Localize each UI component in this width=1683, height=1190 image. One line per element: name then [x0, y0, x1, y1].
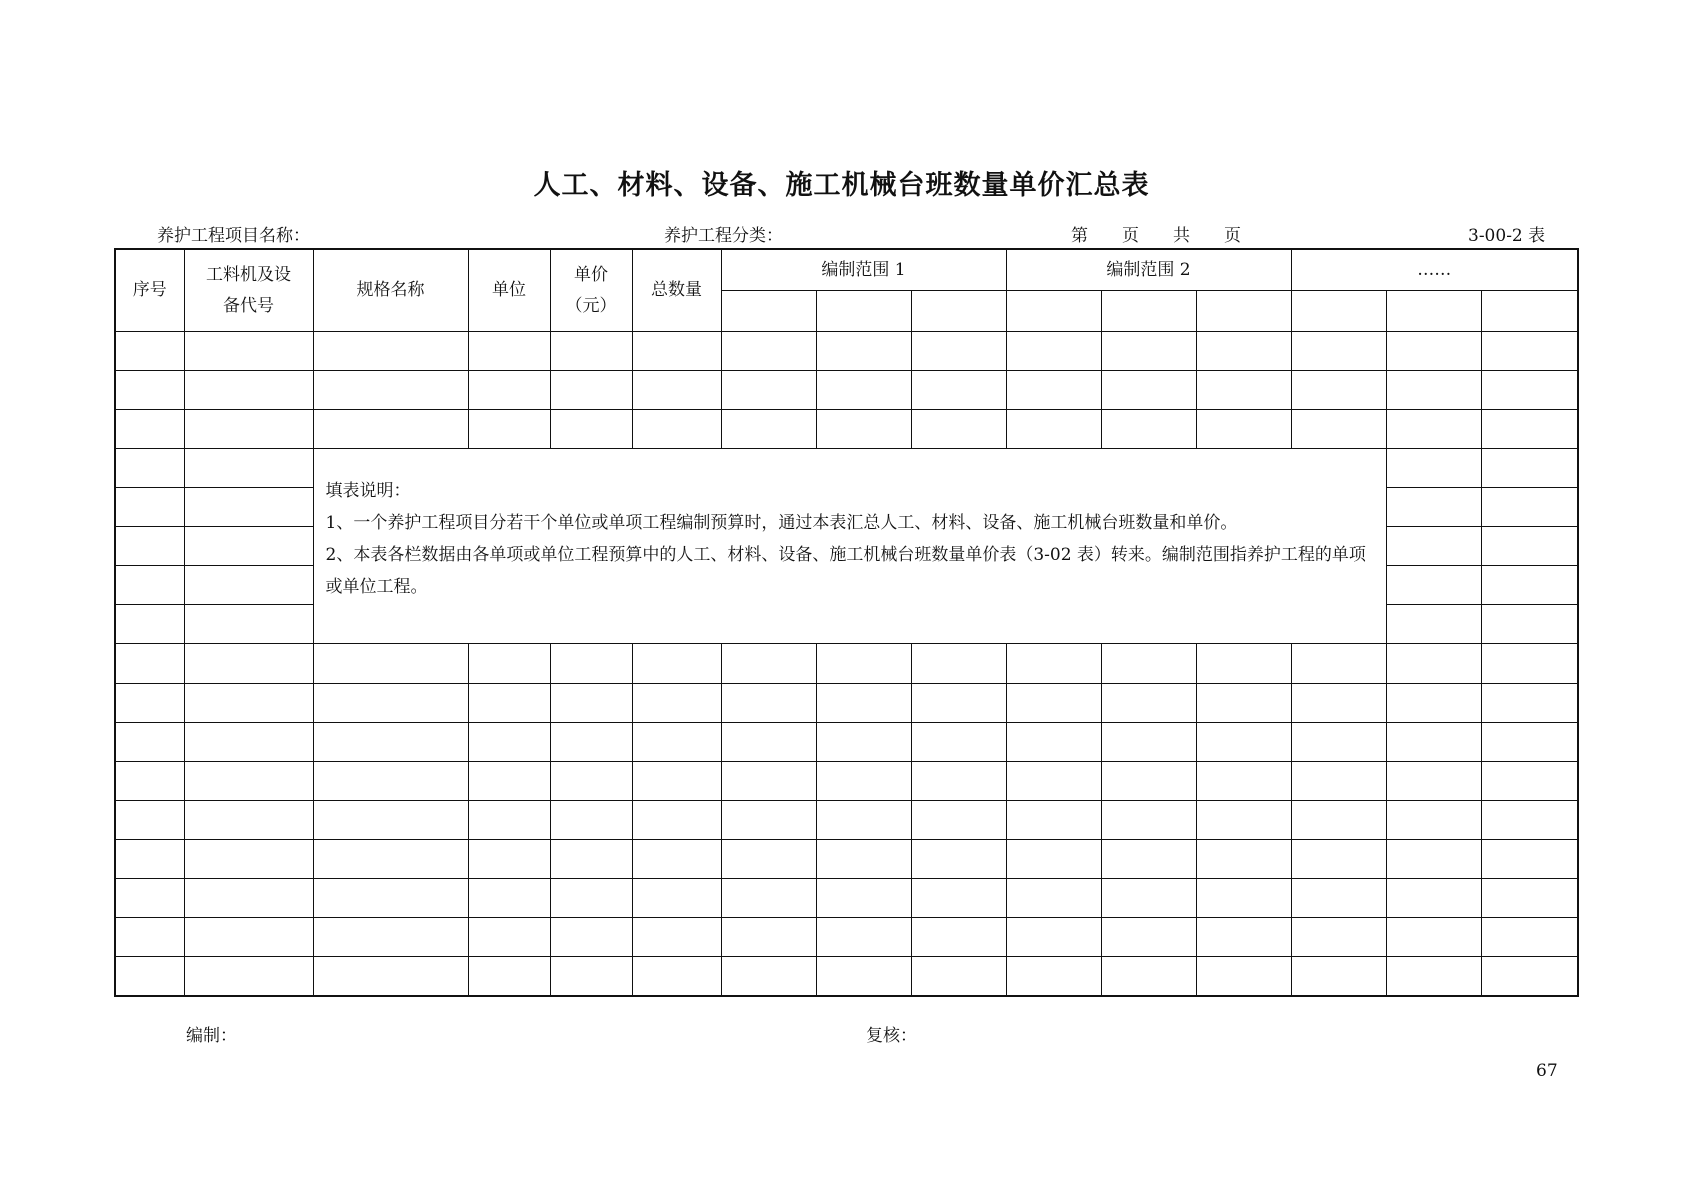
table-cell[interactable]	[1481, 878, 1578, 917]
header-range-more: ……	[1291, 249, 1578, 291]
table-cell[interactable]	[184, 644, 313, 683]
header-seq: 序号	[115, 249, 184, 332]
table-cell[interactable]	[911, 917, 1006, 956]
instructions-block	[313, 449, 1386, 644]
table-cell[interactable]	[816, 917, 911, 956]
table-cell[interactable]	[115, 605, 184, 644]
page-counter	[1071, 221, 1241, 246]
header-spec: 规格名称	[313, 249, 468, 332]
table-cell[interactable]	[1291, 644, 1386, 683]
table-cell[interactable]	[632, 956, 721, 996]
table-cell[interactable]	[721, 761, 816, 800]
table-cell[interactable]	[816, 722, 911, 761]
table-row	[115, 761, 1578, 800]
table-cell[interactable]	[550, 332, 632, 371]
table-cell[interactable]	[184, 605, 313, 644]
table-cell[interactable]	[816, 878, 911, 917]
table-cell[interactable]	[313, 917, 468, 956]
table-cell[interactable]	[632, 371, 721, 410]
table-cell[interactable]	[1101, 332, 1196, 371]
table-cell[interactable]	[1481, 800, 1578, 839]
table-cell[interactable]	[184, 722, 313, 761]
table-row	[115, 332, 1578, 371]
table-cell[interactable]	[550, 371, 632, 410]
table-cell[interactable]	[721, 644, 816, 683]
table-row	[115, 371, 1578, 410]
table-cell[interactable]	[816, 371, 911, 410]
page-number: 67	[1536, 1061, 1558, 1081]
table-cell[interactable]	[1006, 722, 1101, 761]
table-cell[interactable]	[1196, 956, 1291, 996]
table-cell[interactable]	[1386, 527, 1481, 566]
table-cell[interactable]	[816, 683, 911, 722]
table-cell[interactable]	[1386, 917, 1481, 956]
table-cell[interactable]	[313, 839, 468, 878]
table-cell[interactable]	[1196, 839, 1291, 878]
page-label-di: 第	[1071, 226, 1088, 246]
table-cell[interactable]	[468, 761, 550, 800]
table-cell[interactable]	[115, 917, 184, 956]
range1-sub-col	[721, 291, 816, 332]
table-cell[interactable]	[468, 917, 550, 956]
table-row	[115, 644, 1578, 683]
reviewed-by-label: 复核：	[866, 1026, 917, 1046]
header-price-line2: （元）	[565, 295, 617, 316]
table-cell[interactable]	[184, 527, 313, 566]
table-cell[interactable]	[313, 722, 468, 761]
header-total-qty: 总数量	[632, 249, 721, 332]
table-cell[interactable]	[1481, 839, 1578, 878]
table-cell[interactable]	[1386, 644, 1481, 683]
table-cell[interactable]	[1006, 800, 1101, 839]
table-cell[interactable]	[115, 956, 184, 996]
table-cell[interactable]	[816, 956, 911, 996]
table-cell[interactable]	[115, 800, 184, 839]
table-cell[interactable]	[632, 917, 721, 956]
table-cell[interactable]	[1006, 410, 1101, 449]
table-cell[interactable]	[184, 371, 313, 410]
table-cell[interactable]	[1481, 332, 1578, 371]
table-cell[interactable]	[1386, 800, 1481, 839]
table-cell[interactable]	[313, 332, 468, 371]
table-cell[interactable]	[550, 956, 632, 996]
table-cell[interactable]	[115, 683, 184, 722]
table-cell[interactable]	[632, 878, 721, 917]
header-unit: 单位	[468, 249, 550, 332]
table-cell[interactable]	[1481, 956, 1578, 996]
table-cell[interactable]	[313, 644, 468, 683]
table-cell[interactable]	[1481, 917, 1578, 956]
table-cell[interactable]	[550, 800, 632, 839]
table-cell[interactable]	[1196, 761, 1291, 800]
table-cell[interactable]	[816, 839, 911, 878]
table-cell[interactable]	[1386, 371, 1481, 410]
table-cell[interactable]	[184, 956, 313, 996]
range2-sub-col	[1006, 291, 1101, 332]
table-cell[interactable]	[1006, 761, 1101, 800]
table-cell[interactable]	[1386, 761, 1481, 800]
table-cell[interactable]	[313, 683, 468, 722]
header-code-line2: 备代号	[223, 295, 274, 316]
table-cell[interactable]	[468, 332, 550, 371]
range1-sub-col	[911, 291, 1006, 332]
table-cell[interactable]	[1481, 527, 1578, 566]
table-cell[interactable]	[1481, 566, 1578, 605]
range-more-sub-col	[1481, 291, 1578, 332]
table-cell[interactable]	[115, 449, 184, 488]
table-cell[interactable]	[816, 644, 911, 683]
table-cell[interactable]	[721, 800, 816, 839]
header-range-1: 编制范围 1	[721, 249, 1006, 291]
table-cell[interactable]	[721, 410, 816, 449]
table-cell[interactable]	[1291, 839, 1386, 878]
table-cell[interactable]	[1196, 722, 1291, 761]
table-cell[interactable]	[1101, 644, 1196, 683]
table-cell[interactable]	[911, 761, 1006, 800]
category-label: 养护工程分类：	[664, 226, 783, 246]
table-cell[interactable]	[1196, 683, 1291, 722]
table-cell[interactable]	[911, 722, 1006, 761]
table-cell[interactable]	[184, 683, 313, 722]
table-cell[interactable]	[1291, 800, 1386, 839]
table-cell[interactable]	[1481, 449, 1578, 488]
header-code	[184, 249, 313, 332]
table-cell[interactable]	[911, 332, 1006, 371]
table-cell[interactable]	[1481, 722, 1578, 761]
table-cell[interactable]	[816, 332, 911, 371]
table-code: 3-00-2 表	[1468, 226, 1546, 246]
page-label-ye: 页	[1122, 226, 1139, 246]
table-cell[interactable]	[1291, 410, 1386, 449]
table-cell[interactable]	[1101, 722, 1196, 761]
table-cell[interactable]	[1386, 839, 1481, 878]
table-cell[interactable]	[115, 644, 184, 683]
table-cell[interactable]	[632, 800, 721, 839]
page-label-ye2: 页	[1224, 226, 1241, 246]
table-cell[interactable]	[632, 722, 721, 761]
table-cell[interactable]	[816, 410, 911, 449]
table-cell[interactable]	[911, 410, 1006, 449]
table-cell[interactable]	[1006, 878, 1101, 917]
table-cell[interactable]	[184, 800, 313, 839]
project-name-label: 养护工程项目名称：	[157, 226, 310, 246]
table-cell[interactable]	[550, 683, 632, 722]
table-cell[interactable]	[184, 449, 313, 488]
summary-table	[114, 248, 1579, 997]
table-cell[interactable]	[1006, 839, 1101, 878]
table-cell[interactable]	[911, 683, 1006, 722]
table-cell[interactable]	[1386, 878, 1481, 917]
table-cell[interactable]	[1006, 332, 1101, 371]
table-cell[interactable]	[1291, 722, 1386, 761]
table-cell[interactable]	[184, 878, 313, 917]
header-price	[550, 249, 632, 332]
header-code-line1: 工料机及设	[206, 264, 291, 285]
table-cell[interactable]	[468, 683, 550, 722]
table-cell[interactable]	[1386, 566, 1481, 605]
table-cell[interactable]	[313, 410, 468, 449]
table-cell[interactable]	[550, 644, 632, 683]
table-cell[interactable]	[1481, 644, 1578, 683]
table-cell[interactable]	[721, 878, 816, 917]
table-cell[interactable]	[313, 761, 468, 800]
range2-sub-col	[1196, 291, 1291, 332]
table-cell[interactable]	[1006, 683, 1101, 722]
table-cell[interactable]	[1196, 800, 1291, 839]
table-cell[interactable]	[1386, 410, 1481, 449]
table-cell[interactable]	[550, 761, 632, 800]
table-row	[115, 956, 1578, 996]
table-cell[interactable]	[1101, 956, 1196, 996]
table-cell[interactable]	[115, 410, 184, 449]
table-cell[interactable]	[1101, 878, 1196, 917]
table-cell[interactable]	[1291, 332, 1386, 371]
table-cell[interactable]	[1101, 800, 1196, 839]
table-cell[interactable]	[1006, 917, 1101, 956]
table-cell[interactable]	[1196, 917, 1291, 956]
table-cell[interactable]	[721, 683, 816, 722]
table-cell[interactable]	[468, 644, 550, 683]
table-cell[interactable]	[632, 410, 721, 449]
range2-sub-col	[1101, 291, 1196, 332]
table-cell[interactable]	[1291, 956, 1386, 996]
table-cell[interactable]	[115, 839, 184, 878]
table-cell[interactable]	[816, 800, 911, 839]
table-cell[interactable]	[1481, 410, 1578, 449]
table-cell[interactable]	[1291, 683, 1386, 722]
table-cell[interactable]	[1386, 722, 1481, 761]
table-cell[interactable]	[550, 917, 632, 956]
table-cell[interactable]	[468, 800, 550, 839]
table-cell[interactable]	[1101, 839, 1196, 878]
table-cell[interactable]	[1291, 761, 1386, 800]
table-cell[interactable]	[1006, 644, 1101, 683]
table-row	[115, 800, 1578, 839]
table-cell[interactable]	[1196, 410, 1291, 449]
table-cell[interactable]	[1101, 371, 1196, 410]
table-cell[interactable]	[816, 761, 911, 800]
table-cell[interactable]	[1101, 683, 1196, 722]
instructions-item-2: 2、本表各栏数据由各单项或单位工程预算中的人工、材料、设备、施工机械台班数量单价表（3-02 表）转来。编制范围指养护工程的单项或单位工程。	[325, 545, 1366, 598]
table-cell[interactable]	[550, 410, 632, 449]
header-row-1	[115, 249, 1578, 291]
table-row	[115, 917, 1578, 956]
table-cell[interactable]	[184, 332, 313, 371]
table-cell[interactable]	[1481, 683, 1578, 722]
table-cell[interactable]	[1386, 449, 1481, 488]
table-cell[interactable]	[911, 371, 1006, 410]
table-cell[interactable]	[115, 527, 184, 566]
header-price-line1: 单价	[574, 264, 608, 285]
table-cell[interactable]	[184, 839, 313, 878]
table-cell[interactable]	[115, 332, 184, 371]
table-cell[interactable]	[721, 332, 816, 371]
table-cell[interactable]	[632, 644, 721, 683]
table-cell[interactable]	[632, 839, 721, 878]
table-cell[interactable]	[1291, 371, 1386, 410]
table-row	[115, 722, 1578, 761]
table-row	[115, 410, 1578, 449]
table-cell[interactable]	[550, 839, 632, 878]
table-cell[interactable]	[313, 371, 468, 410]
table-cell[interactable]	[468, 839, 550, 878]
table-cell[interactable]	[184, 566, 313, 605]
table-cell[interactable]	[1291, 917, 1386, 956]
table-cell[interactable]	[313, 800, 468, 839]
table-cell[interactable]	[1481, 761, 1578, 800]
table-cell[interactable]	[1006, 371, 1101, 410]
table-cell[interactable]	[313, 878, 468, 917]
table-cell[interactable]	[1196, 332, 1291, 371]
table-cell[interactable]	[1481, 371, 1578, 410]
table-cell[interactable]	[468, 410, 550, 449]
table-cell[interactable]	[721, 917, 816, 956]
table-cell[interactable]	[721, 839, 816, 878]
table-cell[interactable]	[184, 488, 313, 527]
range-more-sub-col	[1386, 291, 1481, 332]
table-cell[interactable]	[1481, 605, 1578, 644]
table-cell[interactable]	[550, 722, 632, 761]
table-cell[interactable]	[1101, 410, 1196, 449]
table-row	[115, 449, 1578, 488]
table-cell[interactable]	[468, 956, 550, 996]
table-cell[interactable]	[1481, 488, 1578, 527]
table-cell[interactable]	[468, 371, 550, 410]
table-cell[interactable]	[911, 878, 1006, 917]
table-cell[interactable]	[550, 878, 632, 917]
table-cell[interactable]	[911, 839, 1006, 878]
header-range-2: 编制范围 2	[1006, 249, 1291, 291]
prepared-by-label: 编制：	[186, 1026, 237, 1046]
table-cell[interactable]	[115, 878, 184, 917]
table-cell[interactable]	[1101, 761, 1196, 800]
table-cell[interactable]	[184, 917, 313, 956]
table-row	[115, 683, 1578, 722]
table-cell[interactable]	[1386, 488, 1481, 527]
table-cell[interactable]	[721, 722, 816, 761]
table-cell[interactable]	[1386, 683, 1481, 722]
table-cell[interactable]	[1386, 605, 1481, 644]
table-cell[interactable]	[911, 956, 1006, 996]
table-cell[interactable]	[313, 956, 468, 996]
table-cell[interactable]	[115, 371, 184, 410]
table-cell[interactable]	[115, 488, 184, 527]
table-cell[interactable]	[1196, 371, 1291, 410]
table-cell[interactable]	[632, 332, 721, 371]
page-title: 人工、材料、设备、施工机械台班数量单价汇总表	[533, 170, 1150, 201]
table-cell[interactable]	[1386, 956, 1481, 996]
table-cell[interactable]	[911, 800, 1006, 839]
range1-sub-col	[816, 291, 911, 332]
instructions-item-1: 1、一个养护工程项目分若干个单位或单项工程编制预算时，通过本表汇总人工、材料、设备、施工机械台班数量和单价。	[325, 513, 1238, 534]
table-cell[interactable]	[1101, 917, 1196, 956]
table-cell[interactable]	[1386, 332, 1481, 371]
table-cell[interactable]	[115, 566, 184, 605]
table-cell[interactable]	[468, 878, 550, 917]
table-cell[interactable]	[184, 761, 313, 800]
table-row	[115, 839, 1578, 878]
table-cell[interactable]	[632, 683, 721, 722]
table-cell[interactable]	[115, 761, 184, 800]
instructions-heading: 填表说明：	[325, 481, 411, 502]
page-label-gong: 共	[1173, 226, 1190, 246]
table-cell[interactable]	[1006, 956, 1101, 996]
table-cell[interactable]	[1196, 644, 1291, 683]
table-cell[interactable]	[1196, 878, 1291, 917]
table-cell[interactable]	[184, 410, 313, 449]
table-row	[115, 878, 1578, 917]
table-cell[interactable]	[468, 722, 550, 761]
table-cell[interactable]	[721, 371, 816, 410]
table-cell[interactable]	[632, 761, 721, 800]
table-cell[interactable]	[115, 722, 184, 761]
range-more-sub-col	[1291, 291, 1386, 332]
table-cell[interactable]	[911, 644, 1006, 683]
table-cell[interactable]	[1291, 878, 1386, 917]
table-cell[interactable]	[721, 956, 816, 996]
